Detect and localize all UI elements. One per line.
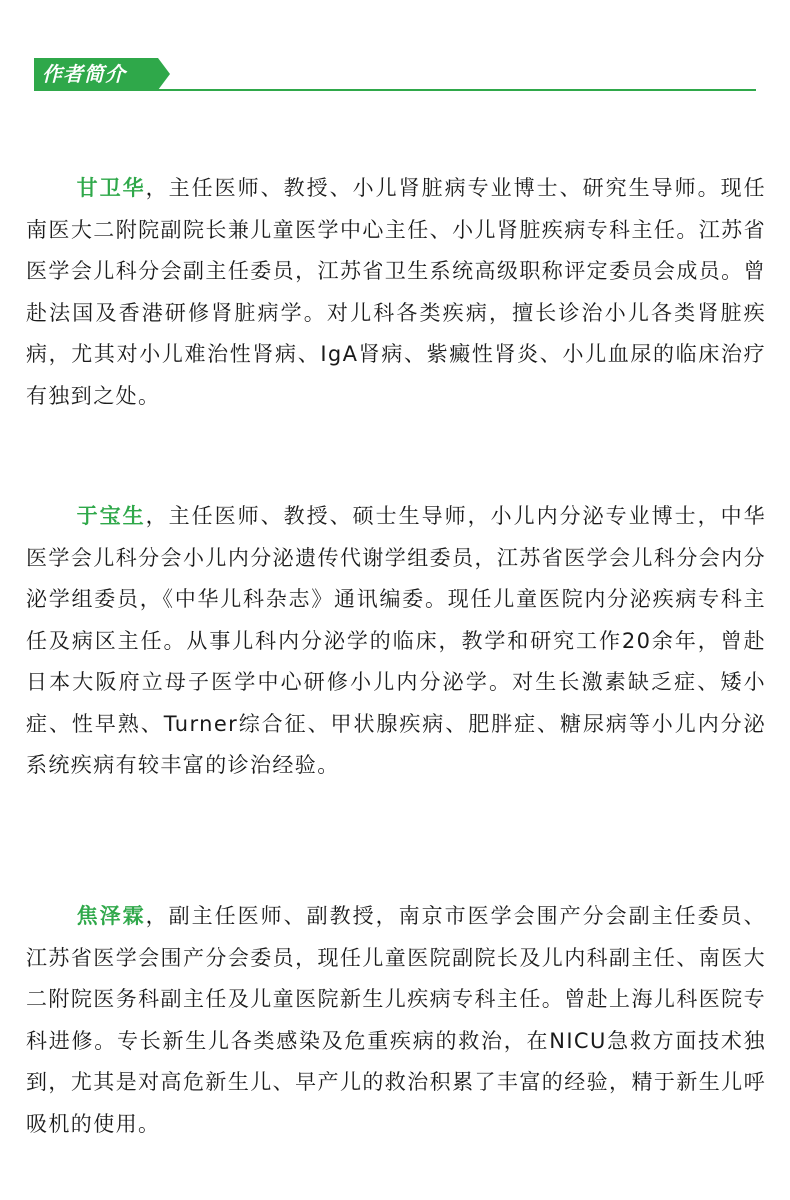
author-bio [26,496,766,787]
author-bio-text: ，主任医师、教授、硕士生导师，小儿内分泌专业博士，中华医学会儿科分会小儿内分泌遗传代谢学组委员，江苏省医学会儿科分会内分泌学组委员，《中华儿科杂志》通讯编委。现任儿童医院内分泌疾病专科主任及病区主任。从事儿科内分泌学的临床，教学和研究工作20余年，曾赴日本大阪府立母子医学中心研修小儿内分泌学。对生长激素缺乏症、矮小症、性早熟、Turner综合征、甲状腺疾病、肥胖症、糖尿病等小儿内分泌系统疾病有较丰富的诊治经验。 [26,504,766,777]
section-divider [34,89,756,91]
author-name: 于宝生 [76,504,146,528]
author-bio-text: ，副主任医师、副教授，南京市医学会围产分会副主任委员、江苏省医学会围产分会委员，现任儿童医院副院长及儿内科副主任、南医大二附院医务科副主任及儿童医院新生儿疾病专科主任。曾赴上海儿科医院专科进修。专长新生儿各类感染及危重疾病的救治，在NICU急救方面技术独到，尤其是对高危新生儿、早产儿的救治积累了丰富的经验，精于新生儿呼吸机的使用。 [26,904,766,1136]
author-bio [26,168,766,417]
author-bio-text: ，主任医师、教授、小儿肾脏病专业博士、研究生导师。现任南医大二附院副院长兼儿童医学中心主任、小儿肾脏疾病专科主任。江苏省医学会儿科分会副主任委员，江苏省卫生系统高级职称评定委员会成员。曾赴法国及香港研修肾脏病学。对儿科各类疾病，擅长诊治小儿各类肾脏疾病，尤其对小儿难治性肾病、IgA肾病、紫癜性肾炎、小儿血尿的临床治疗有独到之处。 [26,176,766,408]
author-bio [26,896,766,1145]
section-title-tip [158,58,170,90]
section-header [34,58,756,92]
author-name: 焦泽霖 [76,904,146,928]
section-title: 作者简介 [34,58,158,90]
author-name: 甘卫华 [76,176,146,200]
